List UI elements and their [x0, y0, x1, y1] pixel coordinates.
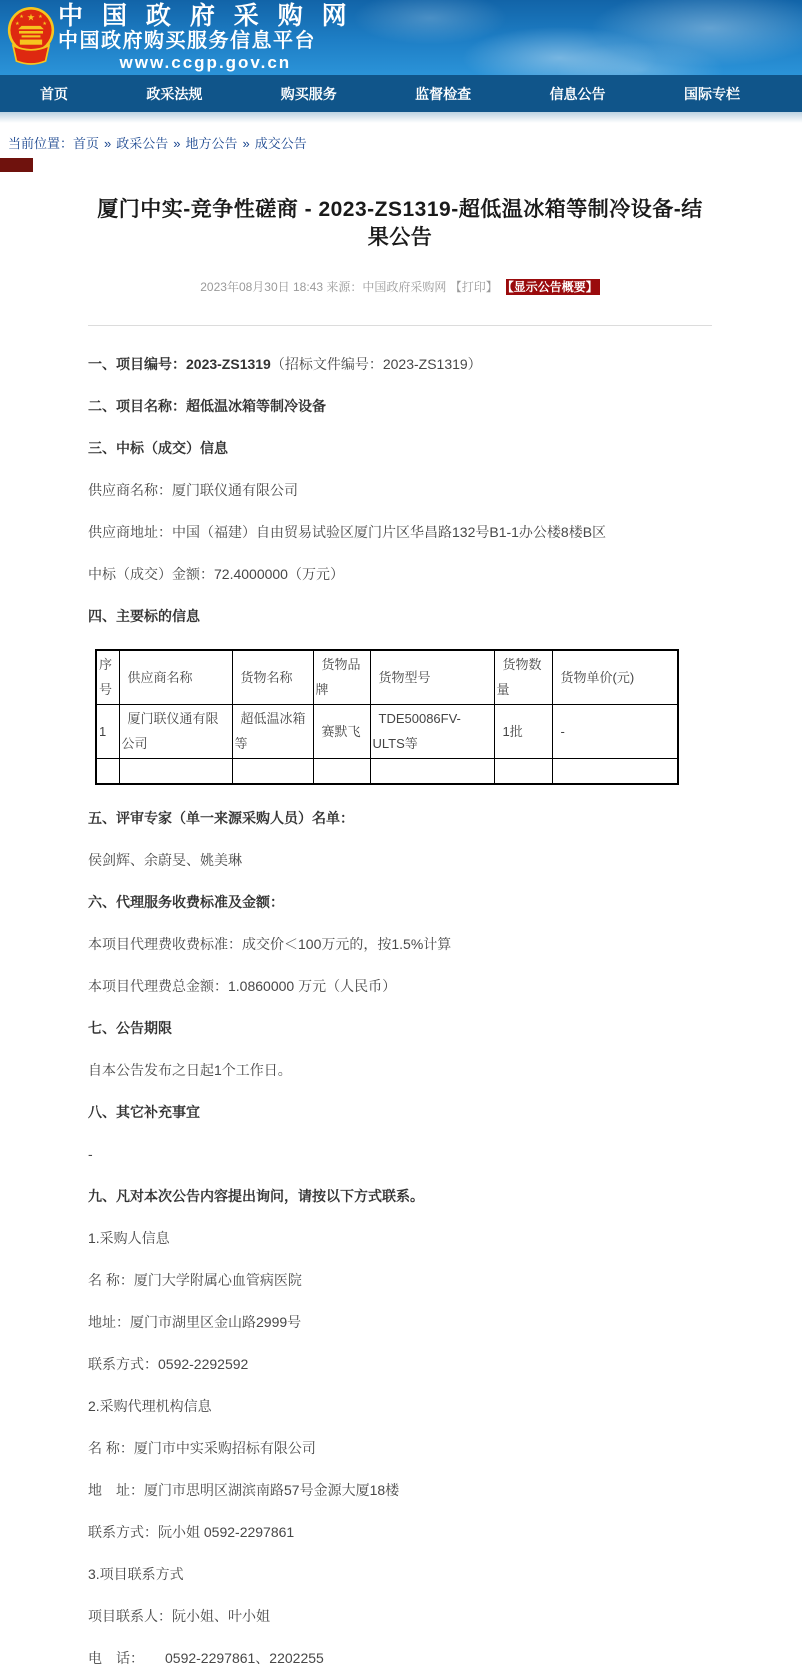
svg-text:★: ★: [38, 14, 43, 21]
table-cell: 1: [96, 704, 119, 758]
table-cell: [313, 758, 370, 784]
breadcrumb-separator: »: [104, 136, 112, 151]
main-nav: [0, 75, 802, 112]
col-header-brand: 货物品牌: [313, 650, 370, 704]
table-cell: 厦门联仪通有限公司: [119, 704, 232, 758]
svg-text:★: ★: [42, 21, 48, 27]
site-url: www.ccgp.gov.cn: [119, 53, 292, 72]
breadcrumb-separator: »: [173, 136, 181, 151]
para-agency-name: 名 称：厦门市中实采购招标有限公司: [88, 1440, 316, 1456]
para-contact-heading: 九、凡对本次公告内容提出询问，请按以下方式联系。: [88, 1188, 424, 1204]
breadcrumb-home[interactable]: 首页: [73, 136, 100, 151]
para-period-heading: 七、公告期限: [88, 1020, 172, 1036]
table-cell: [552, 758, 678, 784]
para-experts-heading: 五、评审专家（单一来源采购人员）名单：: [88, 810, 354, 826]
table-header-row: [96, 650, 678, 704]
page-title: 厦门中实-竞争性磋商 - 2023-ZS1319-超低温冰箱等制冷设备-结果公告: [97, 198, 703, 249]
nav-item-home[interactable]: 首页: [40, 85, 68, 102]
table-cell: [119, 758, 232, 784]
svg-text:★: ★: [14, 21, 20, 27]
para-project-number: 一、项目编号：2023-ZS1319（招标文件编号：2023-ZS1319）: [88, 356, 482, 372]
col-header-model: 货物型号: [370, 650, 494, 704]
para-agency-tel: 联系方式：阮小姐 0592-2297861: [88, 1524, 295, 1540]
col-header-quantity: 货物数量: [494, 650, 552, 704]
para-project-name: 二、项目名称：超低温冰箱等制冷设备: [88, 398, 326, 414]
col-header-unit-price: 货物单价(元): [552, 650, 678, 704]
nav-item-purchase-services[interactable]: 购买服务: [280, 85, 337, 102]
page-edge-red-mark: [0, 158, 33, 172]
para-project-contact-label: 3.项目联系方式: [88, 1566, 184, 1582]
col-header-goods-name: 货物名称: [232, 650, 313, 704]
table-cell: 1批: [494, 704, 552, 758]
svg-text:★: ★: [26, 11, 36, 23]
para-project-contacts: 项目联系人：阮小姐、叶小姐: [88, 1608, 270, 1624]
nav-item-regulations[interactable]: 政采法规: [146, 85, 203, 102]
para-other: -: [88, 1146, 93, 1162]
table-cell: [370, 758, 494, 784]
table-cell: 超低温冰箱等: [232, 704, 313, 758]
para-other-heading: 八、其它补充事宜: [88, 1104, 200, 1120]
breadcrumb-label: 当前位置：: [8, 136, 74, 151]
table-row-empty: [96, 758, 678, 784]
col-header-supplier: 供应商名称: [119, 650, 232, 704]
source-label: 来源：中国政府采购网: [326, 280, 447, 294]
para-agency-address: 地 址：厦门市思明区湖滨南路57号金源大厦18楼: [88, 1482, 400, 1498]
subject-info-table: [95, 649, 679, 785]
table-cell: TDE50086FV-ULTS等: [370, 704, 494, 758]
para-supplier-address: 供应商地址：中国（福建）自由贸易试验区厦门片区华昌路132号B1-1办公楼8楼B区: [88, 524, 607, 540]
article-meta: [88, 278, 712, 295]
meta-divider: [88, 325, 712, 326]
table-row: [96, 704, 678, 758]
para-buyer-tel: 联系方式：0592-2292592: [88, 1356, 249, 1372]
table-cell: [96, 758, 119, 784]
para-buyer-label: 1.采购人信息: [88, 1230, 170, 1246]
breadcrumb: [0, 123, 802, 164]
para-subject-heading: 四、主要标的信息: [88, 608, 200, 624]
breadcrumb-award-notices[interactable]: 成交公告: [254, 136, 307, 151]
nav-item-international[interactable]: 国际专栏: [683, 85, 740, 102]
table-cell: -: [552, 704, 678, 758]
publish-datetime: 2023年08月30日 18:43: [200, 280, 324, 294]
col-header-seq: 序号: [96, 650, 119, 704]
announcement-article: [0, 164, 802, 1667]
para-agency-fee-heading: 六、代理服务收费标准及金额：: [88, 894, 284, 910]
svg-text:★: ★: [19, 14, 24, 21]
para-award-info-heading: 三、中标（成交）信息: [88, 440, 228, 456]
nav-item-announcements[interactable]: 信息公告: [549, 85, 606, 102]
site-title: 中 国 政 府 采 购 网: [58, 2, 353, 30]
national-emblem-icon: [7, 6, 55, 73]
breadcrumb-separator: »: [242, 136, 250, 151]
nav-bottom-gradient: [0, 112, 802, 123]
para-project-tel: 电 话： 0592-2297861、2202255: [88, 1650, 324, 1666]
print-button[interactable]: 【打印】: [449, 280, 498, 294]
breadcrumb-procurement-notices[interactable]: 政采公告: [116, 136, 169, 151]
para-period: 自本公告发布之日起1个工作日。: [88, 1062, 292, 1078]
site-banner: [0, 0, 802, 75]
table-cell: [232, 758, 313, 784]
table-cell: [494, 758, 552, 784]
para-award-amount: 中标（成交）金额：72.4000000（万元）: [88, 566, 344, 582]
para-agency-label: 2.采购代理机构信息: [88, 1398, 212, 1414]
breadcrumb-local-notices[interactable]: 地方公告: [185, 136, 238, 151]
table-cell: 赛默飞: [313, 704, 370, 758]
para-experts: 侯剑辉、余蔚旻、姚美琳: [88, 852, 242, 868]
site-subtitle: 中国政府购买服务信息平台: [58, 30, 316, 52]
para-supplier-name: 供应商名称：厦门联仪通有限公司: [88, 482, 298, 498]
para-buyer-name: 名 称：厦门大学附属心血管病医院: [88, 1272, 302, 1288]
para-buyer-address: 地址：厦门市湖里区金山路2999号: [88, 1314, 302, 1330]
show-summary-badge[interactable]: 【显示公告概要】: [507, 280, 598, 294]
nav-item-supervision[interactable]: 监督检查: [415, 85, 472, 102]
para-fee-standard: 本项目代理费收费标准：成交价＜100万元的，按1.5%计算: [88, 936, 452, 952]
para-fee-total: 本项目代理费总金额：1.0860000 万元（人民币）: [88, 978, 397, 994]
